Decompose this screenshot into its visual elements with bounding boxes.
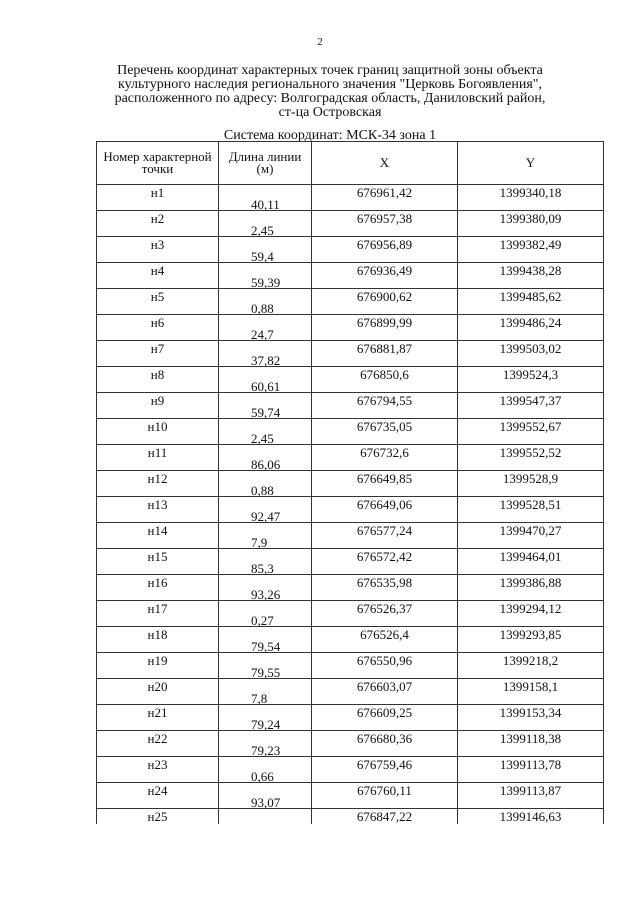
document-title — [90, 64, 570, 120]
y-coordinate: 1399485,62 — [458, 289, 604, 305]
table-row — [97, 226, 604, 237]
blank-cell — [458, 668, 604, 679]
table-row — [97, 668, 604, 679]
y-coordinate: 1399382,49 — [458, 237, 604, 253]
table-row — [97, 809, 604, 825]
blank-cell — [312, 616, 458, 627]
table-row — [97, 705, 604, 721]
table-row — [97, 783, 604, 799]
y-coordinate: 1399470,27 — [458, 523, 604, 539]
x-coordinate: 676735,05 — [312, 419, 458, 435]
line-length: 24,7 — [219, 330, 312, 341]
blank-cell — [312, 668, 458, 679]
table-row — [97, 694, 604, 705]
line-length-spacer — [219, 809, 312, 825]
blank-cell — [458, 642, 604, 653]
x-coordinate: 676899,99 — [312, 315, 458, 331]
table-row — [97, 211, 604, 227]
x-coordinate: 676760,11 — [312, 783, 458, 799]
point-number: н23 — [97, 757, 219, 773]
point-number: н12 — [97, 471, 219, 487]
y-coordinate: 1399552,67 — [458, 419, 604, 435]
blank-cell — [312, 382, 458, 393]
blank-cell — [458, 590, 604, 601]
blank-cell — [312, 590, 458, 601]
blank-cell — [458, 382, 604, 393]
point-number: н11 — [97, 445, 219, 461]
y-coordinate: 1399218,2 — [458, 653, 604, 669]
x-coordinate: 676900,62 — [312, 289, 458, 305]
y-coordinate: 1399113,87 — [458, 783, 604, 799]
y-coordinate: 1399438,28 — [458, 263, 604, 279]
table-row — [97, 304, 604, 315]
y-coordinate: 1399158,1 — [458, 679, 604, 695]
table-row — [97, 549, 604, 565]
table-row — [97, 289, 604, 305]
coordinate-system: Система координат: МСК-34 зона 1 — [223, 128, 437, 143]
table-row — [97, 746, 604, 757]
line-length: 93,26 — [219, 590, 312, 601]
blank-cell — [97, 772, 219, 783]
blank-cell — [312, 512, 458, 523]
blank-cell — [312, 564, 458, 575]
line-length: 0,88 — [219, 304, 312, 315]
blank-cell — [458, 564, 604, 575]
table-row — [97, 471, 604, 487]
blank-cell — [312, 720, 458, 731]
table-row — [97, 653, 604, 669]
point-number: н21 — [97, 705, 219, 721]
x-coordinate: 676732,6 — [312, 445, 458, 461]
table-row — [97, 330, 604, 341]
y-coordinate: 1399113,78 — [458, 757, 604, 773]
point-number: н1 — [97, 185, 219, 201]
blank-cell — [97, 746, 219, 757]
line-length: 79,54 — [219, 642, 312, 653]
blank-cell — [312, 200, 458, 211]
table-row — [97, 731, 604, 747]
y-coordinate: 1399528,9 — [458, 471, 604, 487]
point-number: н9 — [97, 393, 219, 409]
y-coordinate: 1399146,63 — [458, 809, 604, 825]
blank-cell — [97, 356, 219, 367]
blank-cell — [97, 798, 219, 809]
table-header-row — [97, 142, 604, 185]
line-length: 79,24 — [219, 720, 312, 731]
line-length: 2,45 — [219, 434, 312, 445]
table-row — [97, 200, 604, 211]
table-row — [97, 757, 604, 773]
line-length: 40,11 — [219, 200, 312, 211]
table-row — [97, 393, 604, 409]
blank-cell — [97, 512, 219, 523]
y-coordinate: 1399503,02 — [458, 341, 604, 357]
line-length: 7,8 — [219, 694, 312, 705]
table-row — [97, 538, 604, 549]
x-coordinate: 676550,96 — [312, 653, 458, 669]
blank-cell — [312, 538, 458, 549]
point-number: н16 — [97, 575, 219, 591]
blank-cell — [97, 460, 219, 471]
x-coordinate: 676649,06 — [312, 497, 458, 513]
line-length: 59,39 — [219, 278, 312, 289]
point-number: н5 — [97, 289, 219, 305]
title-line: ст-ца Островская — [278, 105, 382, 120]
blank-cell — [97, 330, 219, 341]
blank-cell — [458, 538, 604, 549]
blank-cell — [458, 408, 604, 419]
blank-cell — [97, 382, 219, 393]
y-coordinate: 1399386,88 — [458, 575, 604, 591]
table-row — [97, 512, 604, 523]
point-number: н14 — [97, 523, 219, 539]
y-coordinate: 1399118,38 — [458, 731, 604, 747]
y-coordinate: 1399547,37 — [458, 393, 604, 409]
x-coordinate: 676572,42 — [312, 549, 458, 565]
table-row — [97, 185, 604, 201]
table-row — [97, 419, 604, 435]
blank-cell — [97, 694, 219, 705]
blank-cell — [97, 564, 219, 575]
x-coordinate: 676680,36 — [312, 731, 458, 747]
point-number: н15 — [97, 549, 219, 565]
title-line: культурного наследия регионального значения "Церковь Богоявления", — [117, 77, 543, 92]
table-row — [97, 367, 604, 383]
x-coordinate: 676526,4 — [312, 627, 458, 643]
blank-cell — [458, 512, 604, 523]
blank-cell — [312, 486, 458, 497]
table-row — [97, 486, 604, 497]
table-row — [97, 601, 604, 617]
blank-cell — [458, 304, 604, 315]
line-length: 0,66 — [219, 772, 312, 783]
point-number: н19 — [97, 653, 219, 669]
header-point-number: Номер характерной точки — [97, 142, 219, 185]
point-number: н2 — [97, 211, 219, 227]
x-coordinate: 676850,6 — [312, 367, 458, 383]
table-row — [97, 642, 604, 653]
table-row — [97, 616, 604, 627]
blank-cell — [312, 278, 458, 289]
line-length: 0,27 — [219, 616, 312, 627]
point-number: н10 — [97, 419, 219, 435]
y-coordinate: 1399294,12 — [458, 601, 604, 617]
blank-cell — [312, 434, 458, 445]
blank-cell — [97, 278, 219, 289]
line-length: 85,3 — [219, 564, 312, 575]
x-coordinate: 676956,89 — [312, 237, 458, 253]
blank-cell — [458, 200, 604, 211]
point-number: н20 — [97, 679, 219, 695]
page-number: 2 — [317, 36, 323, 48]
title-line: Перечень координат характерных точек границ защитной зоны объекта — [117, 63, 543, 78]
blank-cell — [312, 408, 458, 419]
x-coordinate: 676577,24 — [312, 523, 458, 539]
y-coordinate: 1399524,3 — [458, 367, 604, 383]
x-coordinate: 676794,55 — [312, 393, 458, 409]
blank-cell — [312, 304, 458, 315]
point-number: н24 — [97, 783, 219, 799]
table-row — [97, 627, 604, 643]
blank-cell — [312, 746, 458, 757]
line-length: 86,06 — [219, 460, 312, 471]
y-coordinate: 1399153,34 — [458, 705, 604, 721]
table-row — [97, 460, 604, 471]
line-length: 7,9 — [219, 538, 312, 549]
blank-cell — [458, 278, 604, 289]
table-row — [97, 720, 604, 731]
blank-cell — [458, 772, 604, 783]
x-coordinate: 676759,46 — [312, 757, 458, 773]
point-number: н8 — [97, 367, 219, 383]
y-coordinate: 1399293,85 — [458, 627, 604, 643]
table-row — [97, 356, 604, 367]
point-number: н18 — [97, 627, 219, 643]
point-number: н17 — [97, 601, 219, 617]
point-number: н4 — [97, 263, 219, 279]
line-length: 93,07 — [219, 798, 312, 809]
x-coordinate: 676526,37 — [312, 601, 458, 617]
point-number: н13 — [97, 497, 219, 513]
blank-cell — [458, 720, 604, 731]
title-line: расположенного по адресу: Волгоградская область, Даниловский район, — [114, 91, 546, 106]
y-coordinate: 1399552,52 — [458, 445, 604, 461]
x-coordinate: 676649,85 — [312, 471, 458, 487]
header-x: X — [312, 142, 458, 185]
blank-cell — [312, 226, 458, 237]
blank-cell — [97, 616, 219, 627]
blank-cell — [312, 460, 458, 471]
table-row — [97, 445, 604, 461]
point-number: н3 — [97, 237, 219, 253]
x-coordinate: 676961,42 — [312, 185, 458, 201]
blank-cell — [458, 798, 604, 809]
table-row — [97, 278, 604, 289]
header-y: Y — [458, 142, 604, 185]
y-coordinate: 1399380,09 — [458, 211, 604, 227]
line-length: 2,45 — [219, 226, 312, 237]
y-coordinate: 1399340,18 — [458, 185, 604, 201]
coordinates-table — [96, 141, 604, 824]
table-row — [97, 679, 604, 695]
blank-cell — [312, 772, 458, 783]
x-coordinate: 676535,98 — [312, 575, 458, 591]
table-row — [97, 575, 604, 591]
blank-cell — [458, 694, 604, 705]
table-row — [97, 590, 604, 601]
table-row — [97, 237, 604, 253]
blank-cell — [97, 668, 219, 679]
line-length: 59,74 — [219, 408, 312, 419]
line-length: 37,82 — [219, 356, 312, 367]
line-length: 59,4 — [219, 252, 312, 263]
table-row — [97, 315, 604, 331]
point-number: н6 — [97, 315, 219, 331]
header-line-length: Длина линии (м) — [219, 142, 312, 185]
table-row — [97, 564, 604, 575]
point-number: н22 — [97, 731, 219, 747]
blank-cell — [97, 642, 219, 653]
y-coordinate: 1399464,01 — [458, 549, 604, 565]
blank-cell — [312, 642, 458, 653]
table-row — [97, 798, 604, 809]
blank-cell — [312, 252, 458, 263]
blank-cell — [458, 356, 604, 367]
blank-cell — [97, 486, 219, 497]
blank-cell — [312, 330, 458, 341]
table-row — [97, 252, 604, 263]
blank-cell — [312, 798, 458, 809]
blank-cell — [458, 330, 604, 341]
line-length: 92,47 — [219, 512, 312, 523]
y-coordinate: 1399528,51 — [458, 497, 604, 513]
table-row — [97, 408, 604, 419]
blank-cell — [312, 694, 458, 705]
blank-cell — [458, 252, 604, 263]
table-row — [97, 382, 604, 393]
blank-cell — [458, 460, 604, 471]
x-coordinate: 676603,07 — [312, 679, 458, 695]
blank-cell — [97, 226, 219, 237]
table-row — [97, 523, 604, 539]
x-coordinate: 676957,38 — [312, 211, 458, 227]
blank-cell — [458, 226, 604, 237]
blank-cell — [97, 304, 219, 315]
line-length: 79,55 — [219, 668, 312, 679]
x-coordinate: 676881,87 — [312, 341, 458, 357]
table-body — [97, 185, 604, 825]
y-coordinate: 1399486,24 — [458, 315, 604, 331]
table-row — [97, 341, 604, 357]
x-coordinate: 676847,22 — [312, 809, 458, 825]
blank-cell — [458, 746, 604, 757]
point-number: н7 — [97, 341, 219, 357]
blank-cell — [312, 356, 458, 367]
point-number: н25 — [97, 809, 219, 825]
blank-cell — [97, 434, 219, 445]
line-length: 0,88 — [219, 486, 312, 497]
blank-cell — [97, 590, 219, 601]
blank-cell — [97, 200, 219, 211]
blank-cell — [97, 408, 219, 419]
blank-cell — [97, 538, 219, 549]
table-row — [97, 497, 604, 513]
table-row — [97, 263, 604, 279]
blank-cell — [458, 434, 604, 445]
blank-cell — [97, 252, 219, 263]
table-row — [97, 772, 604, 783]
x-coordinate: 676936,49 — [312, 263, 458, 279]
line-length: 79,23 — [219, 746, 312, 757]
blank-cell — [97, 720, 219, 731]
x-coordinate: 676609,25 — [312, 705, 458, 721]
table-row — [97, 434, 604, 445]
line-length: 60,61 — [219, 382, 312, 393]
blank-cell — [458, 486, 604, 497]
blank-cell — [458, 616, 604, 627]
